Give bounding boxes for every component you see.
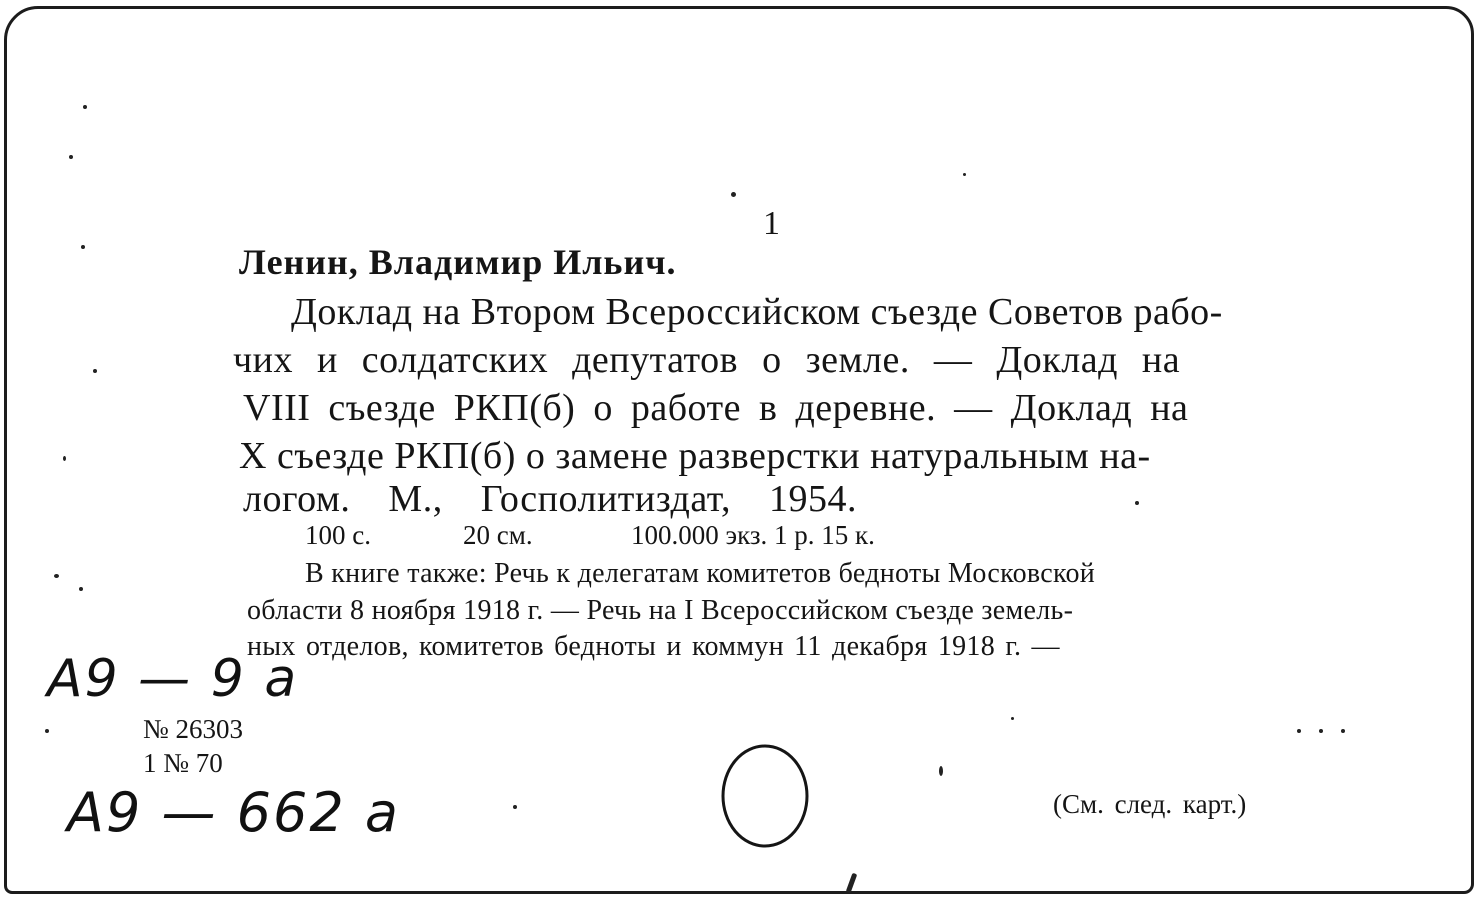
scan-speck <box>1319 729 1323 733</box>
title-line: Доклад на Втором Всероссийском съезде Советов рабо- <box>291 291 1223 333</box>
scan-speck <box>963 173 966 176</box>
scan-speck <box>45 729 49 733</box>
contents-line: В книге также: Речь к делегатам комитетов бедноты Московской <box>305 558 1096 589</box>
scan-speck <box>731 192 736 197</box>
contents-line: ных отделов, комитетов бедноты и коммун 11 декабря 1918 г. — <box>247 631 1060 662</box>
title-line: X съезде РКП(б) о замене разверстки натуральным на- <box>239 435 1151 477</box>
punch-hole <box>719 743 815 851</box>
scan-speck <box>83 105 87 109</box>
scan-speck <box>939 766 943 776</box>
size: 20 см. <box>463 520 533 550</box>
handwritten-call-number-2: А9 — 662 а <box>67 781 400 844</box>
batch-number: 1 № 70 <box>143 748 223 778</box>
scan-speck <box>513 805 517 809</box>
scan-speck <box>846 873 858 894</box>
continuation-note: (См. след. карт.) <box>1053 789 1247 819</box>
accession-number: № 26303 <box>143 714 244 744</box>
scan-speck <box>63 456 66 461</box>
scan-speck <box>1341 729 1345 733</box>
catalog-card <box>4 6 1474 894</box>
scan-speck <box>93 369 97 373</box>
scan-speck <box>1297 729 1301 733</box>
scan-speck <box>54 574 59 578</box>
title-line: VIII съезде РКП(б) о работе в деревне. — Доклад на <box>243 387 1189 429</box>
title-line: чих и солдатских депутатов о земле. — Доклад на <box>233 339 1181 381</box>
scan-speck <box>1011 717 1014 720</box>
scan-speck <box>81 245 85 249</box>
scan-speck <box>1135 501 1139 505</box>
copies-price: 100.000 экз. 1 р. 15 к. <box>631 520 875 550</box>
pages: 100 с. <box>305 520 371 550</box>
author-heading: Ленин, Владимир Ильич. <box>239 242 677 282</box>
scan-speck <box>79 587 83 591</box>
card-number: 1 <box>763 205 780 242</box>
handwritten-call-number: А9 — 9 а <box>47 649 299 709</box>
contents-line: области 8 ноября 1918 г. — Речь на I Всероссийском съезде земель- <box>247 595 1074 626</box>
scan-speck <box>69 155 73 159</box>
title-line: логом. М., Госполитиздат, 1954. <box>243 478 858 520</box>
